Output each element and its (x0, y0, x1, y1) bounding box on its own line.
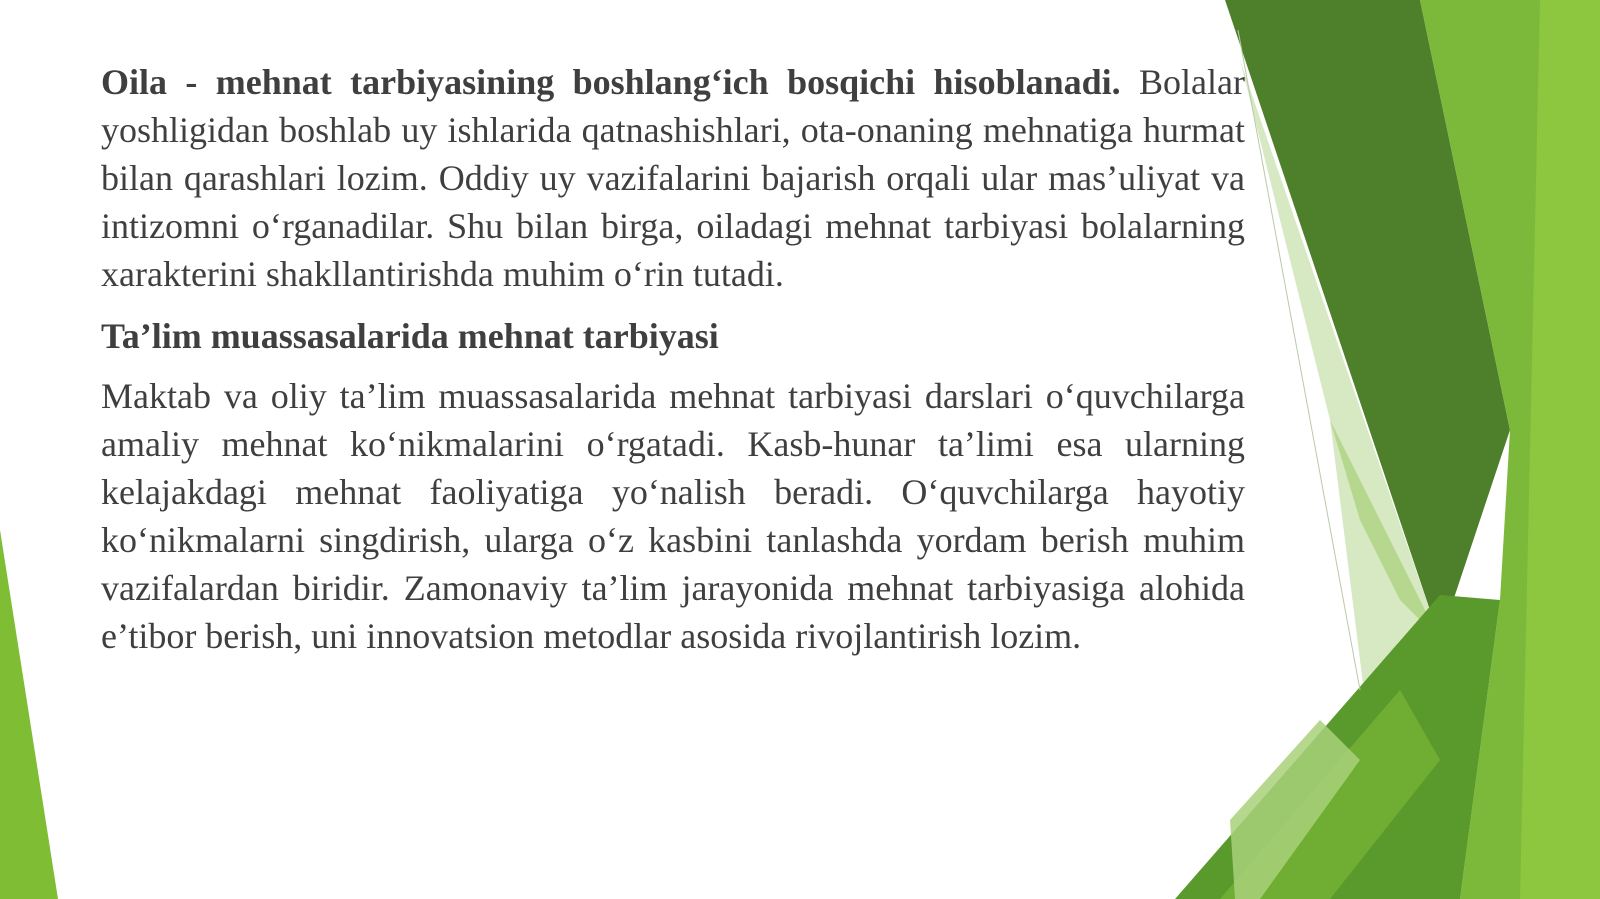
section-heading: Ta’lim muassasalarida mehnat tarbiyasi (101, 316, 719, 356)
left-green-sliver (0, 530, 58, 899)
paragraph-lead-bold: Oila - mehnat tarbiyasining boshlang‘ich bosqichi hisoblanadi. (101, 62, 1121, 102)
paragraph-body: Bolalar yoshligidan boshlab uy ishlarida qatnashishlari, ota-onaning mehnatiga hurmat bilan qarashlari lozim. Oddiy uy vazifalarini bajarish orqali ular mas’uliyat va intizomni o‘rganadilar. Shu bilan birga, oiladagi mehnat tarbiyasi bolalarning xarakterini shakllantirishda muhim o‘rin tutadi. (101, 62, 1246, 294)
paragraph-education-labor: Maktab va oliy ta’lim muassasalarida mehnat tarbiyasi darslari o‘quvchilarga amaliy mehnat ko‘nikmalarini o‘rgatadi. Kasb-hunar ta’limi esa ularning kelajakdagi mehnat faoliyatiga yo‘nalish beradi. O‘quvchilarga hayotiy ko‘nikmalarni singdirish, ularga o‘z kasbini tanlashda yordam berish muhim vazifalardan biridir. Zamonaviy ta’lim jarayonida mehnat tarbiyasiga alohida e’tibor berish, uni innovatsion metodlar asosida rivojlantirish lozim. (101, 376, 1245, 656)
paragraph-family-labor (101, 58, 1245, 298)
slide-text-body (101, 58, 1245, 660)
